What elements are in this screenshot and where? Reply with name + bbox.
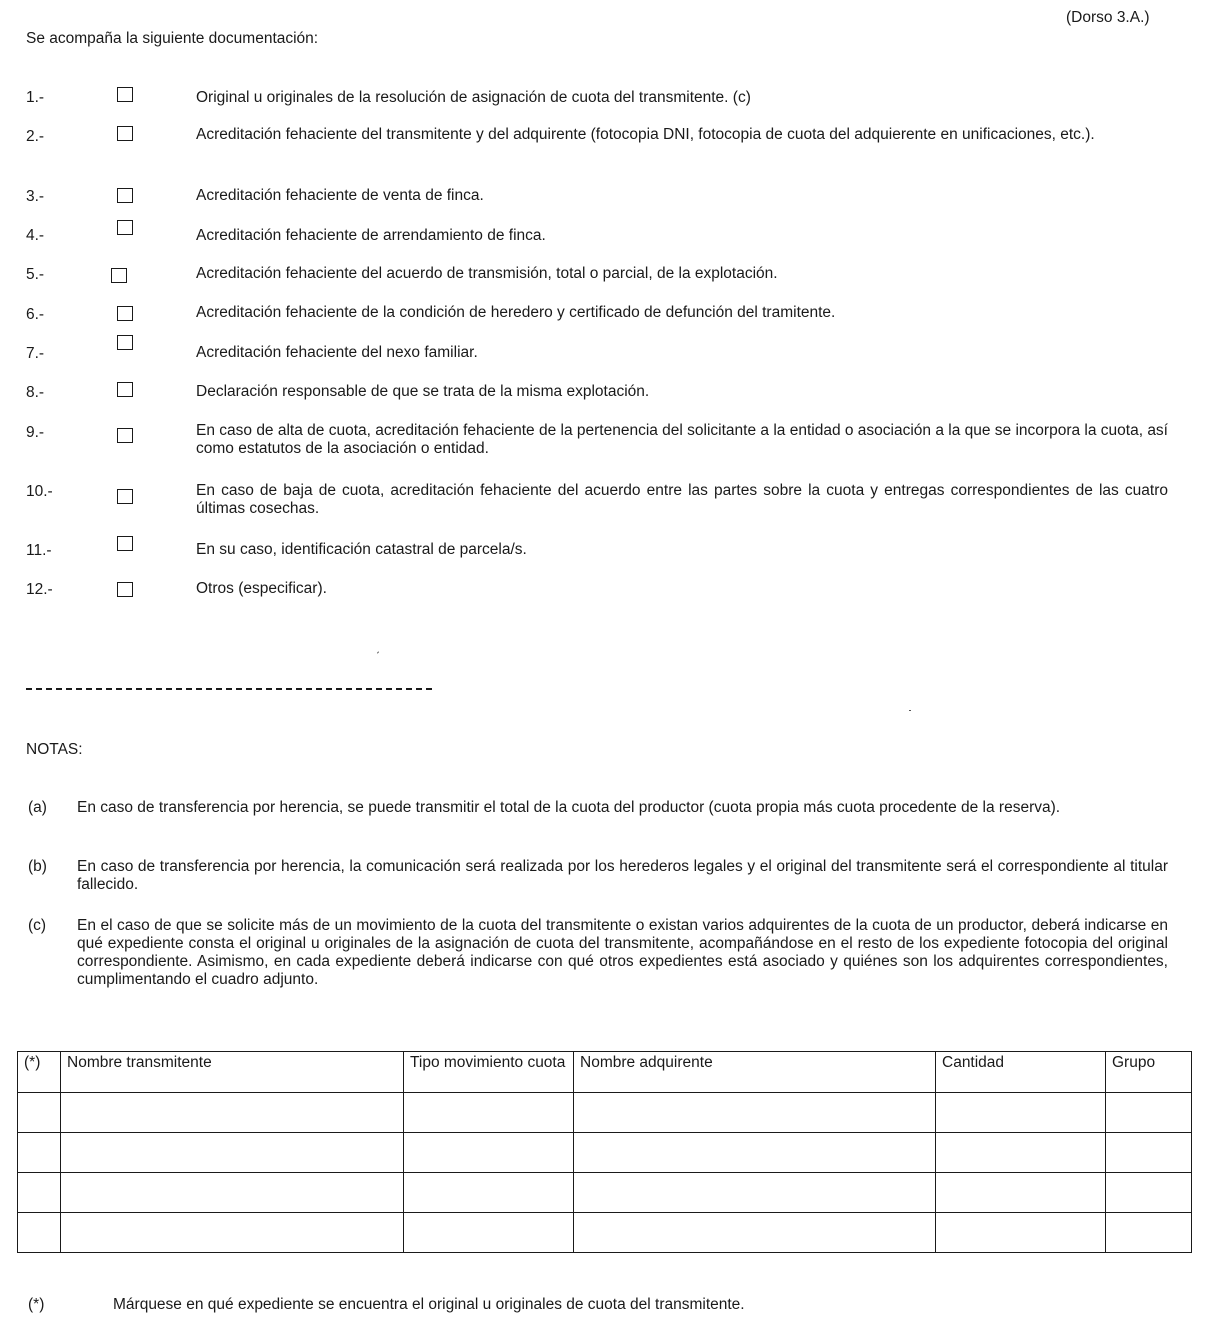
item-checkbox[interactable]	[117, 335, 133, 350]
notas-heading: NOTAS:	[26, 741, 83, 758]
item-checkbox[interactable]	[117, 536, 133, 551]
table-cell[interactable]	[1106, 1213, 1192, 1253]
item-number: 5.-	[26, 266, 45, 283]
item-checkbox[interactable]	[117, 126, 133, 141]
table-row	[18, 1133, 1192, 1173]
table-cell[interactable]	[61, 1093, 404, 1133]
item-number: 6.-	[26, 306, 45, 323]
item-checkbox[interactable]	[117, 87, 133, 102]
item-text: En caso de alta de cuota, acreditación fehaciente de la pertenencia del solicitante a la entidad o asociación a la que se incorpora la cuota, así como estatutos de la asociación o entidad.	[196, 422, 1168, 457]
item-checkbox[interactable]	[117, 306, 133, 321]
scan-speck	[909, 710, 911, 711]
table-cell[interactable]	[18, 1093, 61, 1133]
item-text: Otros (especificar).	[196, 580, 327, 597]
dashed-divider	[26, 688, 432, 690]
table-cell[interactable]	[936, 1213, 1106, 1253]
table-cell[interactable]	[1106, 1133, 1192, 1173]
item-checkbox[interactable]	[117, 582, 133, 597]
item-number: 1.-	[26, 89, 45, 106]
item-number: 3.-	[26, 188, 45, 205]
item-number: 9.-	[26, 424, 45, 441]
col-header-grupo: Grupo	[1106, 1052, 1192, 1093]
note-label: (a)	[28, 799, 47, 816]
table-cell[interactable]	[936, 1093, 1106, 1133]
table-cell[interactable]	[936, 1133, 1106, 1173]
item-number: 7.-	[26, 345, 45, 362]
col-header-cantidad: Cantidad	[936, 1052, 1106, 1093]
table-cell[interactable]	[61, 1133, 404, 1173]
note-text: En el caso de que se solicite más de un movimiento de la cuota del transmitente o existan varios adquirentes de la cuota de un productor, deberá indicarse en qué expediente consta el original u originales de la asignación de cuota del transmitente, acompañándose en el resto de los expediente fotocopia del original correspondiente. Asimismo, en cada expediente deberá indicarse con qué otros expedientes está asociado y quiénes son los adquirentes correspondientes, cumplimentando el cuadro adjunto.	[77, 917, 1168, 988]
cuadro-adjunto-table	[17, 1051, 1192, 1253]
col-header-nombre-adquirente: Nombre adquirente	[574, 1052, 936, 1093]
item-text: Acreditación fehaciente de la condición de heredero y certificado de defunción del tramitente.	[196, 304, 836, 321]
table-cell[interactable]	[936, 1173, 1106, 1213]
item-checkbox[interactable]	[117, 188, 133, 203]
item-number: 4.-	[26, 227, 45, 244]
col-header-tipo-movimiento: Tipo movimiento cuota	[404, 1052, 574, 1093]
table-cell[interactable]	[574, 1173, 936, 1213]
item-text: Acreditación fehaciente de venta de finca.	[196, 187, 484, 204]
dorso-label: (Dorso 3.A.)	[1066, 9, 1150, 26]
item-text: Acreditación fehaciente de arrendamiento de finca.	[196, 227, 546, 244]
note-text: En caso de transferencia por herencia, se puede transmitir el total de la cuota del productor (cuota propia más cuota procedente de la reserva).	[77, 799, 1061, 816]
table-cell[interactable]	[574, 1213, 936, 1253]
table-cell[interactable]	[61, 1173, 404, 1213]
item-text: Original u originales de la resolución de asignación de cuota del transmitente. (c)	[196, 89, 751, 106]
item-checkbox[interactable]	[117, 220, 133, 235]
table-cell[interactable]	[18, 1173, 61, 1213]
table-cell[interactable]	[574, 1093, 936, 1133]
table-cell[interactable]	[1106, 1093, 1192, 1133]
table-cell[interactable]	[574, 1133, 936, 1173]
item-text: Declaración responsable de que se trata de la misma explotación.	[196, 383, 650, 400]
note-text: En caso de transferencia por herencia, la comunicación será realizada por los herederos legales y el original del transmitente será el correspondiente al titular fallecido.	[77, 858, 1168, 893]
table-cell[interactable]	[61, 1213, 404, 1253]
item-checkbox[interactable]	[111, 268, 127, 283]
scan-speck	[377, 651, 379, 653]
table-header-row	[18, 1052, 1192, 1093]
item-checkbox[interactable]	[117, 489, 133, 504]
table-cell[interactable]	[1106, 1173, 1192, 1213]
item-number: 10.-	[26, 483, 53, 500]
item-text: En caso de baja de cuota, acreditación fehaciente del acuerdo entre las partes sobre la cuota y entregas correspondientes de las cuatro últimas cosechas.	[196, 482, 1168, 517]
table-cell[interactable]	[18, 1213, 61, 1253]
footnote-marker: (*)	[28, 1296, 45, 1313]
table-cell[interactable]	[404, 1213, 574, 1253]
col-header-marker: (*)	[18, 1052, 61, 1093]
table-row	[18, 1213, 1192, 1253]
item-number: 12.-	[26, 581, 53, 598]
table-cell[interactable]	[18, 1133, 61, 1173]
item-checkbox[interactable]	[117, 382, 133, 397]
item-text: Acreditación fehaciente del transmitente y del adquirente (fotocopia DNI, fotocopia de cuota del adquierente en unificaciones, etc.).	[196, 126, 1095, 143]
item-number: 2.-	[26, 128, 45, 145]
item-number: 11.-	[26, 542, 52, 559]
table-row	[18, 1093, 1192, 1133]
item-text: Acreditación fehaciente del acuerdo de transmisión, total o parcial, de la explotación.	[196, 265, 778, 282]
table-cell[interactable]	[404, 1093, 574, 1133]
note-label: (b)	[28, 858, 47, 875]
intro-text: Se acompaña la siguiente documentación:	[26, 30, 319, 47]
item-number: 8.-	[26, 384, 45, 401]
note-label: (c)	[28, 917, 47, 934]
table-cell[interactable]	[404, 1133, 574, 1173]
item-text: En su caso, identificación catastral de parcela/s.	[196, 541, 527, 558]
col-header-nombre-transmitente: Nombre transmitente	[61, 1052, 404, 1093]
item-checkbox[interactable]	[117, 428, 133, 443]
footnote-text: Márquese en qué expediente se encuentra el original u originales de cuota del transmitente.	[113, 1296, 745, 1313]
item-text: Acreditación fehaciente del nexo familiar.	[196, 344, 478, 361]
table-cell[interactable]	[404, 1173, 574, 1213]
table-row	[18, 1173, 1192, 1213]
